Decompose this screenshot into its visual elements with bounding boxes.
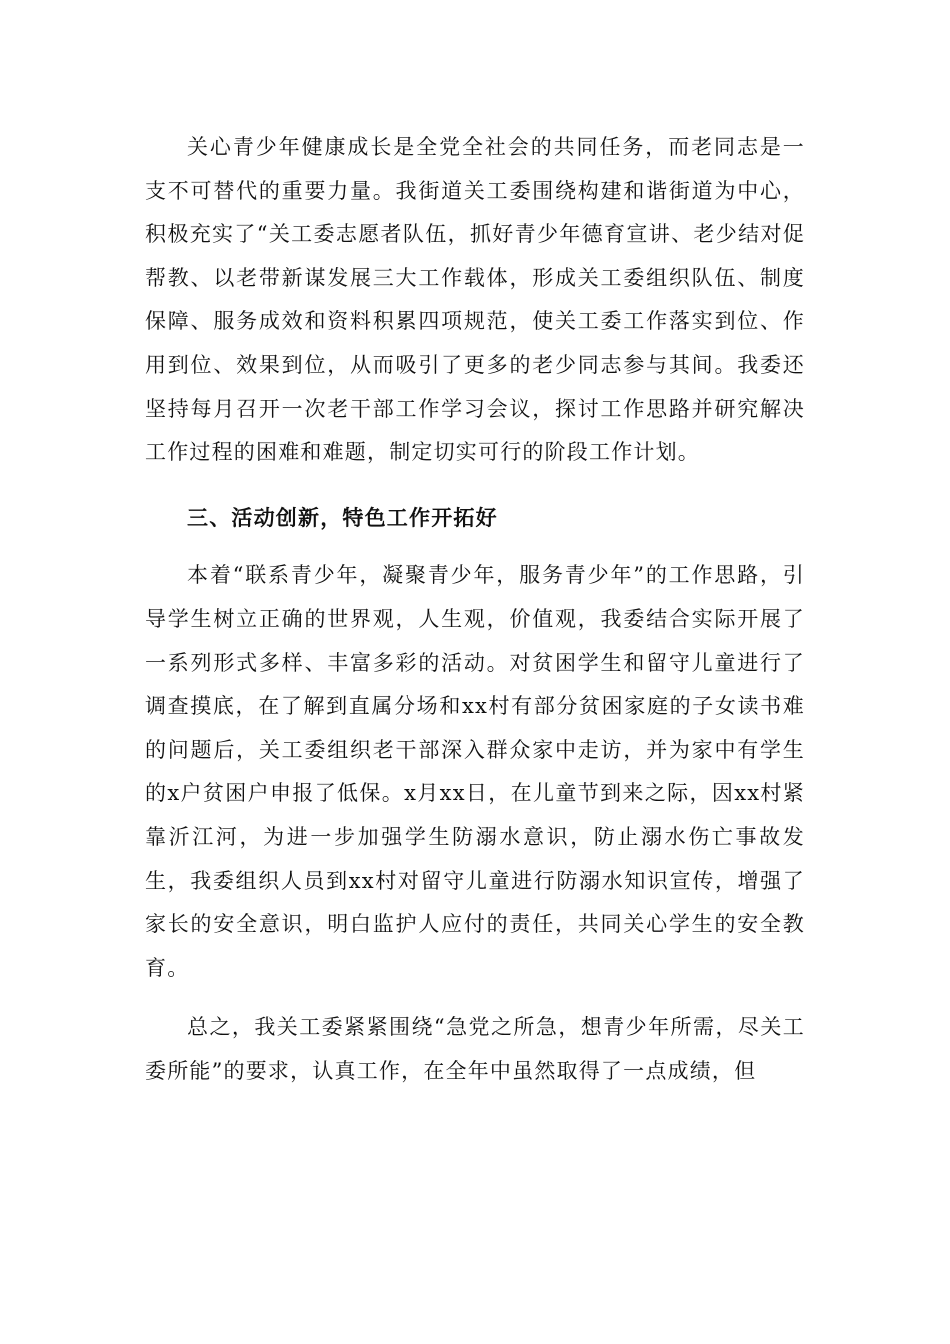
paragraph-spacer (145, 475, 805, 497)
document-body (145, 126, 805, 1093)
paragraph-spacer (145, 540, 805, 554)
section-heading-activity-innovation: 三、活动创新，特色工作开拓好 (187, 505, 498, 530)
paragraph-activities: 本着“联系青少年，凝聚青少年，服务青少年”的工作思路，引导学生树立正确的世界观，人生观，价值观，我委结合实际开展了一系列形式多样、丰富多彩的活动。对贫困学生和留守儿童进行了调查摸底，在了解到直属分场和xx村有部分贫困家庭的子女读书难的问题后，关工委组织老干部深入群众家中走访，并为家中有学生的x户贫困户申报了低保。x月xx日，在儿童节到来之际，因xx村紧靠沂江河，为进一步加强学生防溺水意识，防止溺水伤亡事故发生，我委组织人员到xx村对留守儿童进行防溺水知识宣传，增强了家长的安全意识，明白监护人应付的责任，共同关心学生的安全教育。 (145, 563, 805, 980)
paragraph-summary: 总之，我关工委紧紧围绕“急党之所急，想青少年所需，尽关工委所能”的要求，认真工作，在全年中虽然取得了一点成绩，但 (145, 1015, 805, 1083)
paragraph-spacer (145, 990, 805, 1006)
paragraph-volunteer-team: 关心青少年健康成长是全党全社会的共同任务，而老同志是一支不可替代的重要力量。我街道关工委围绕构建和谐街道为中心，积极充实了“关工委志愿者队伍，抓好青少年德育宣讲、老少结对促帮教、以老带新谋发展三大工作载体，形成关工委组织队伍、制度保障、服务成效和资料积累四项规范，使关工委工作落实到位、作用到位、效果到位，从而吸引了更多的老少同志参与其间。我委还坚持每月召开一次老干部工作学习会议，探讨工作思路并研究解决工作过程的困难和难题，制定切实可行的阶段工作计划。 (145, 135, 805, 465)
